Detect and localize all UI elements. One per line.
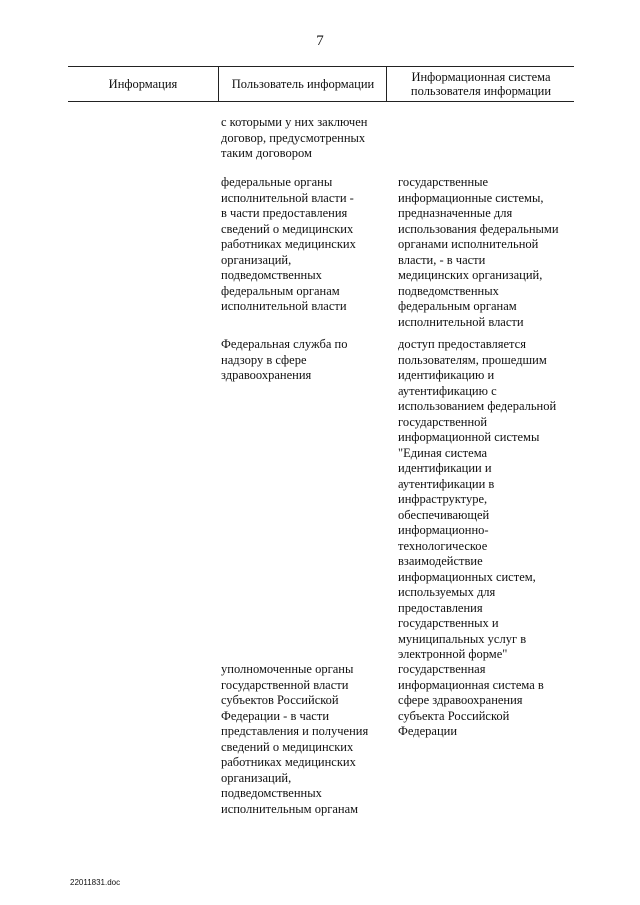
table-header [68,66,574,102]
header-user: Пользователь информации [218,67,387,101]
document-code: 22011831.doc [70,878,121,887]
row-4-system: государственная информационная система в сфере здравоохранения субъекта Российской Федерации [398,662,544,738]
header-system: Информационная система пользователя информации [386,67,575,101]
row-2-system: государственные информационные системы, предназначенные для использования федеральными органами исполнительной власти, - в части медицинских организаций, подведомственных федеральным органам исполнительной власти [398,175,559,329]
row-3-user: Федеральная служба по надзору в сфере здравоохранения [221,337,348,382]
row-2-user: федеральные органы исполнительной власти - в части предоставления сведений о медицинских работниках медицинских организаций, подведомственных федеральным органам исполнительной власти [221,175,356,313]
row-4-user: уполномоченные органы государственной власти субъектов Российской Федерации - в части представления и получения сведений о медицинских работниках медицинских организаций, подведомственных исполнительным органам [221,662,369,816]
page-number: 7 [316,33,324,49]
header-information: Информация [108,77,178,91]
row-3-system: доступ предоставляется пользователям, прошедшим идентификацию и аутентификацию с использованием федеральной государственной информационной системы "Единая система идентификации и аутентификации в инфраструктуре, обеспечивающей информационно- технологическое взаимодействие информационных систем, используемых для предоставления государственных и муниципальных услуг в электронной форме" [398,337,557,661]
row-1-user: с которыми у них заключен договор, предусмотренных таким договором [221,115,368,160]
